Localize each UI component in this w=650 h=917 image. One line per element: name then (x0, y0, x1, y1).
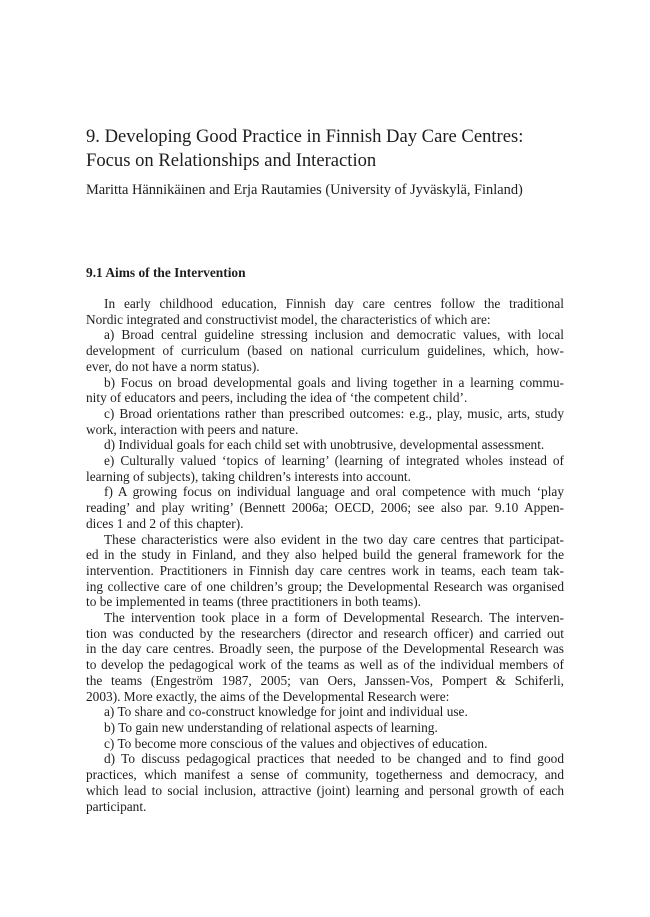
paragraph-line: d) To discuss pedagogical practices that needed to be changed and to find good (104, 751, 564, 767)
paragraph-line: a) Broad central guideline stressing inclusion and democratic values, with local (104, 327, 564, 343)
chapter-authors: Maritta Hännikäinen and Erja Rautamies (University of Jyväskylä, Finland) (86, 182, 523, 198)
chapter-title (86, 125, 586, 173)
paragraph (86, 484, 564, 531)
paragraph-line: intervention. Practitioners in Finnish day care centres work in teams, each team tak- (86, 562, 564, 578)
paragraph-line: These characteristics were also evident in the two day care centres that participat- (104, 531, 564, 547)
paragraph-line: b) To gain new understanding of relational aspects of learning. (104, 719, 438, 735)
paragraph (86, 437, 564, 453)
paragraph (86, 453, 564, 484)
paragraph-line: ed in the study in Finland, and they also helped build the general framework for the (86, 547, 564, 563)
paragraph-line: d) Individual goals for each child set with unobtrusive, developmental assessment. (104, 437, 545, 453)
paragraph (86, 736, 564, 752)
paragraph (86, 375, 564, 406)
paragraph-line: in the day care centres. Broadly seen, the purpose of the Developmental Research was (86, 641, 564, 657)
paragraph-line: development of curriculum (based on national curriculum guidelines, which, how- (86, 343, 564, 359)
paragraph-line: the teams (Engeström 1987, 2005; van Oers, Janssen-Vos, Pompert & Schiferli, (86, 672, 564, 688)
paragraph-line: which lead to social inclusion, attractive (joint) learning and personal growth of each (86, 782, 564, 798)
paragraph-line: In early childhood education, Finnish day care centres follow the traditional (104, 296, 564, 311)
paragraph-line: dices 1 and 2 of this chapter). (86, 515, 244, 531)
paragraph (86, 720, 564, 736)
paragraph (86, 610, 564, 704)
paragraph-line: to be implemented in teams (three practitioners in both teams). (86, 594, 421, 610)
paragraph-line: f) A growing focus on individual language and oral competence with much ‘play (104, 484, 564, 500)
paragraph-line: c) To become more conscious of the values and objectives of education. (104, 735, 488, 751)
paragraph-line: participant. (86, 798, 147, 814)
paragraph-line: Nordic integrated and constructivist model, the characteristics of which are: (86, 311, 491, 327)
paragraph-line: ever, do not have a norm status). (86, 358, 260, 374)
paragraph (86, 704, 564, 720)
chapter-title-line: Focus on Relationships and Interaction (86, 150, 377, 171)
chapter-title-line: 9. Developing Good Practice in Finnish Day Care Centres: (86, 126, 524, 147)
paragraph-line: reading’ and play writing’ (Bennett 2006a; OECD, 2006; see also par. 9.10 Appen- (86, 500, 564, 516)
paragraph-line: The intervention took place in a form of Developmental Research. The interven- (104, 610, 564, 626)
paragraph-line: b) Focus on broad developmental goals and living together in a learning commu- (104, 374, 564, 390)
paragraph-line: nity of educators and peers, including the idea of ‘the competent child’. (86, 390, 468, 406)
paragraph-line: c) Broad orientations rather than prescribed outcomes: e.g., play, music, arts, study (104, 405, 564, 421)
paragraph-line: a) To share and co-construct knowledge for joint and individual use. (104, 704, 468, 720)
paragraph (86, 406, 564, 437)
paragraph-line: learning of subjects), taking children’s interests into account. (86, 468, 411, 484)
paragraph-line: tion was conducted by the researchers (director and research officer) and carried out (86, 625, 564, 641)
paragraph (86, 532, 564, 611)
paragraph-line: practices, which manifest a sense of community, togetherness and democracy, and (86, 767, 564, 783)
paragraph-line: e) Culturally valued ‘topics of learning’ (learning of integrated wholes instead of (104, 453, 564, 469)
paragraph (86, 296, 564, 327)
paragraph (86, 751, 564, 814)
body-text (86, 296, 564, 814)
paragraph-line: to develop the pedagogical work of the teams as well as of the individual members of (86, 657, 564, 673)
paragraph-line: 2003). More exactly, the aims of the Developmental Research were: (86, 688, 450, 704)
paragraph-line: work, interaction with peers and nature. (86, 421, 299, 437)
section-heading: 9.1 Aims of the Intervention (86, 265, 246, 280)
paragraph-line: ing collective care of one children’s group; the Developmental Research was organised (86, 578, 564, 594)
paragraph (86, 327, 564, 374)
